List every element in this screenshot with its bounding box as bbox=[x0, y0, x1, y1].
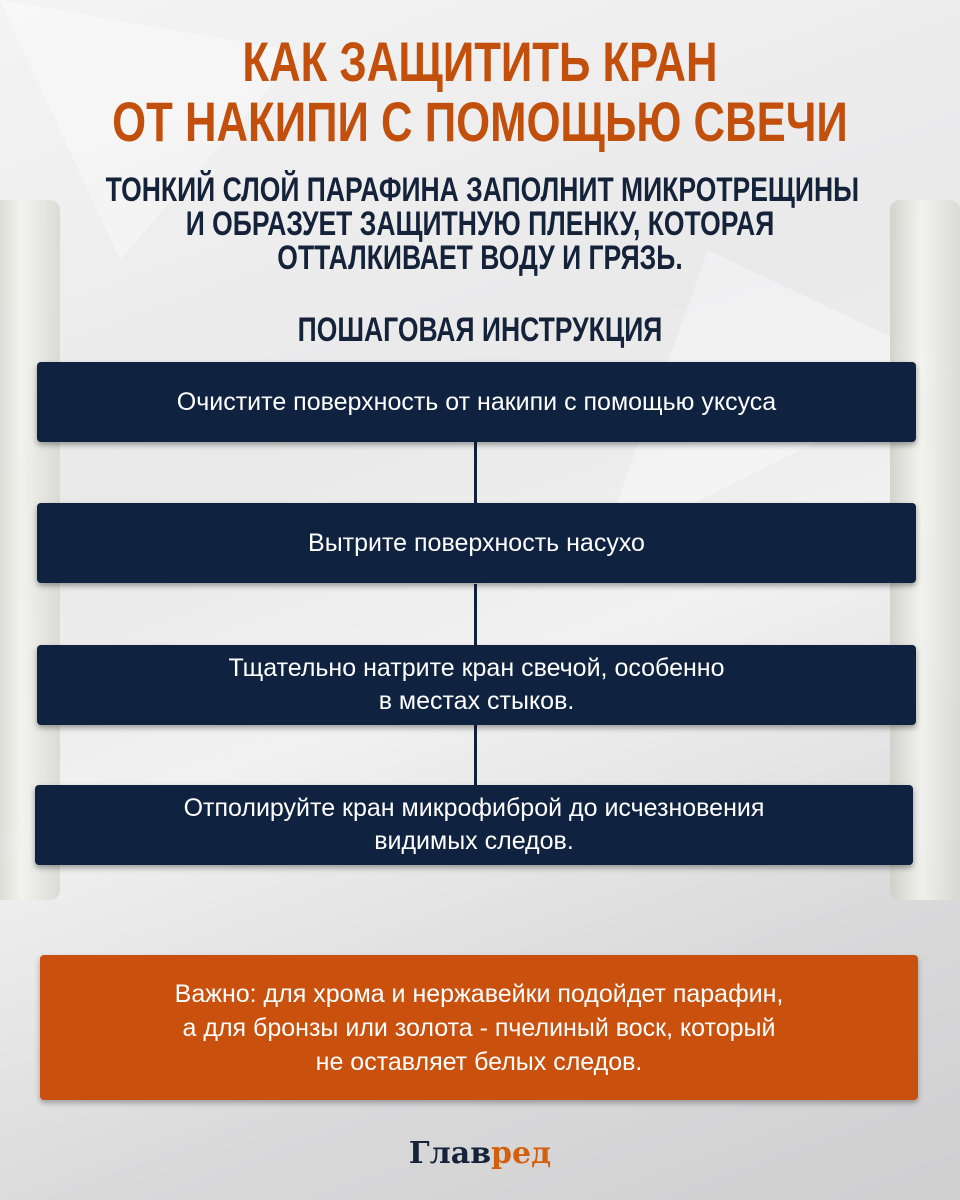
step-text: в местах стыков. bbox=[378, 687, 575, 715]
connector-line bbox=[474, 442, 477, 503]
step-2 bbox=[37, 503, 916, 583]
title-line-2: ОТ НАКИПИ С ПОМОЩЬЮ СВЕЧИ bbox=[112, 90, 848, 153]
step-1 bbox=[37, 362, 916, 442]
subtitle-line-3: ОТТАЛКИВАЕТ ВОДУ И ГРЯЗЬ. bbox=[277, 239, 683, 277]
step-text: Отполируйте кран микрофиброй до исчезновения bbox=[183, 794, 765, 822]
step-3 bbox=[37, 645, 916, 725]
step-text: видимых следов. bbox=[374, 827, 574, 855]
note-line-3: не оставляет белых следов. bbox=[315, 1047, 643, 1076]
connector-line bbox=[474, 584, 477, 645]
note-line-2: а для бронзы или золота - пчелиный воск, который bbox=[182, 1013, 776, 1042]
title-line-1: КАК ЗАЩИТИТЬ КРАН bbox=[242, 30, 718, 93]
glavred-logo: Главред bbox=[408, 1136, 552, 1171]
step-text: Тщательно натрите кран свечой, особенно bbox=[228, 654, 725, 682]
subtitle-line-1: ТОНКИЙ СЛОЙ ПАРАФИНА ЗАПОЛНИТ МИКРОТРЕЩИНЫ bbox=[105, 171, 860, 209]
step-text: Очистите поверхность от накипи с помощью уксуса bbox=[176, 387, 777, 416]
note-line-1: Важно: для хрома и нержавейки подойдет парафин, bbox=[174, 979, 784, 1008]
step-text: Вытрите поверхность насухо bbox=[308, 528, 645, 557]
subtitle-line-2: И ОБРАЗУЕТ ЗАЩИТНУЮ ПЛЕНКУ, КОТОРАЯ bbox=[185, 205, 775, 243]
step-4 bbox=[35, 785, 913, 865]
steps-heading: ПОШАГОВАЯ ИНСТРУКЦИЯ bbox=[297, 311, 663, 349]
connector-line bbox=[474, 725, 477, 785]
important-note bbox=[40, 955, 918, 1100]
